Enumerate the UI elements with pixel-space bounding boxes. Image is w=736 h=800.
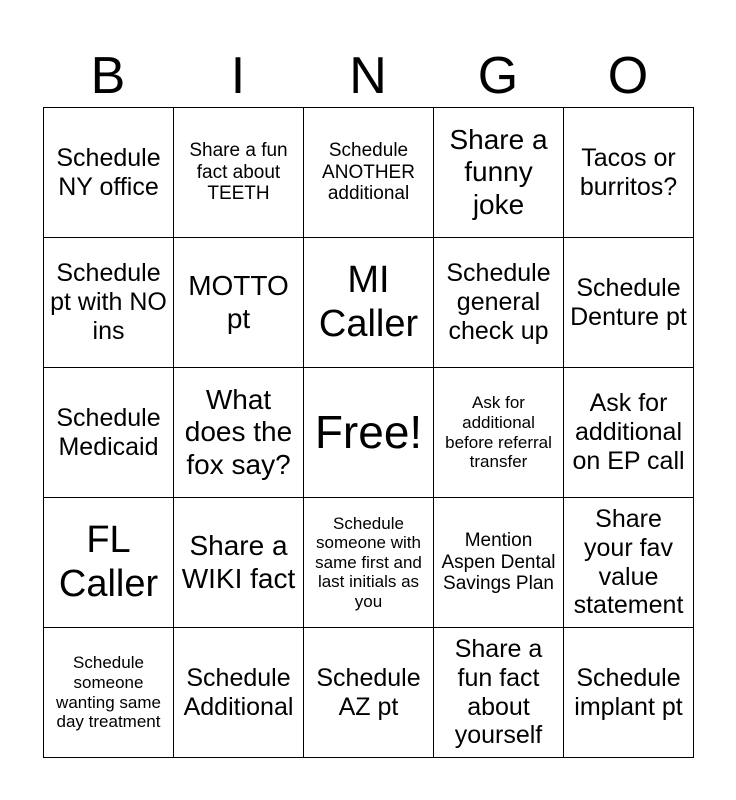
bingo-cell[interactable]: Schedule pt with NO ins: [44, 238, 174, 368]
header-letter-g: G: [477, 47, 519, 105]
board-row: [44, 108, 694, 238]
bingo-cell[interactable]: Schedule someone with same first and last initials as you: [304, 498, 434, 628]
bingo-cell[interactable]: Share a funny joke: [434, 108, 564, 238]
bingo-cell[interactable]: What does the fox say?: [174, 368, 304, 498]
bingo-cell[interactable]: Schedule Denture pt: [564, 238, 694, 368]
bingo-cell[interactable]: Schedule Additional: [174, 628, 304, 758]
bingo-cell[interactable]: Share a fun fact about TEETH: [174, 108, 304, 238]
bingo-cell[interactable]: Schedule ANOTHER additional: [304, 108, 434, 238]
bingo-cell[interactable]: Share a fun fact about yourself: [434, 628, 564, 758]
free-space[interactable]: Free!: [304, 368, 434, 498]
board-row: [44, 628, 694, 758]
bingo-cell[interactable]: Share your fav value statement: [564, 498, 694, 628]
bingo-cell[interactable]: Schedule AZ pt: [304, 628, 434, 758]
board-row: [44, 238, 694, 368]
bingo-cell[interactable]: Schedule NY office: [44, 108, 174, 238]
bingo-header: [43, 44, 693, 108]
bingo-cell[interactable]: Share a WIKI fact: [174, 498, 304, 628]
bingo-cell[interactable]: Ask for additional before referral transfer: [434, 368, 564, 498]
bingo-cell[interactable]: Schedule Medicaid: [44, 368, 174, 498]
bingo-cell[interactable]: Schedule implant pt: [564, 628, 694, 758]
bingo-board: [43, 107, 694, 758]
board-row: [44, 498, 694, 628]
header-letter-o: O: [607, 47, 649, 105]
bingo-cell[interactable]: FL Caller: [44, 498, 174, 628]
bingo-cell[interactable]: MOTTO pt: [174, 238, 304, 368]
bingo-cell[interactable]: MI Caller: [304, 238, 434, 368]
bingo-cell[interactable]: Mention Aspen Dental Savings Plan: [434, 498, 564, 628]
bingo-cell[interactable]: Tacos or burritos?: [564, 108, 694, 238]
header-letter-b: B: [90, 47, 126, 105]
bingo-cell[interactable]: Ask for additional on EP call: [564, 368, 694, 498]
header-letter-n: N: [349, 47, 387, 105]
board-row: [44, 368, 694, 498]
bingo-cell[interactable]: Schedule general check up: [434, 238, 564, 368]
header-letter-i: I: [230, 47, 246, 105]
bingo-cell[interactable]: Schedule someone wanting same day treatment: [44, 628, 174, 758]
